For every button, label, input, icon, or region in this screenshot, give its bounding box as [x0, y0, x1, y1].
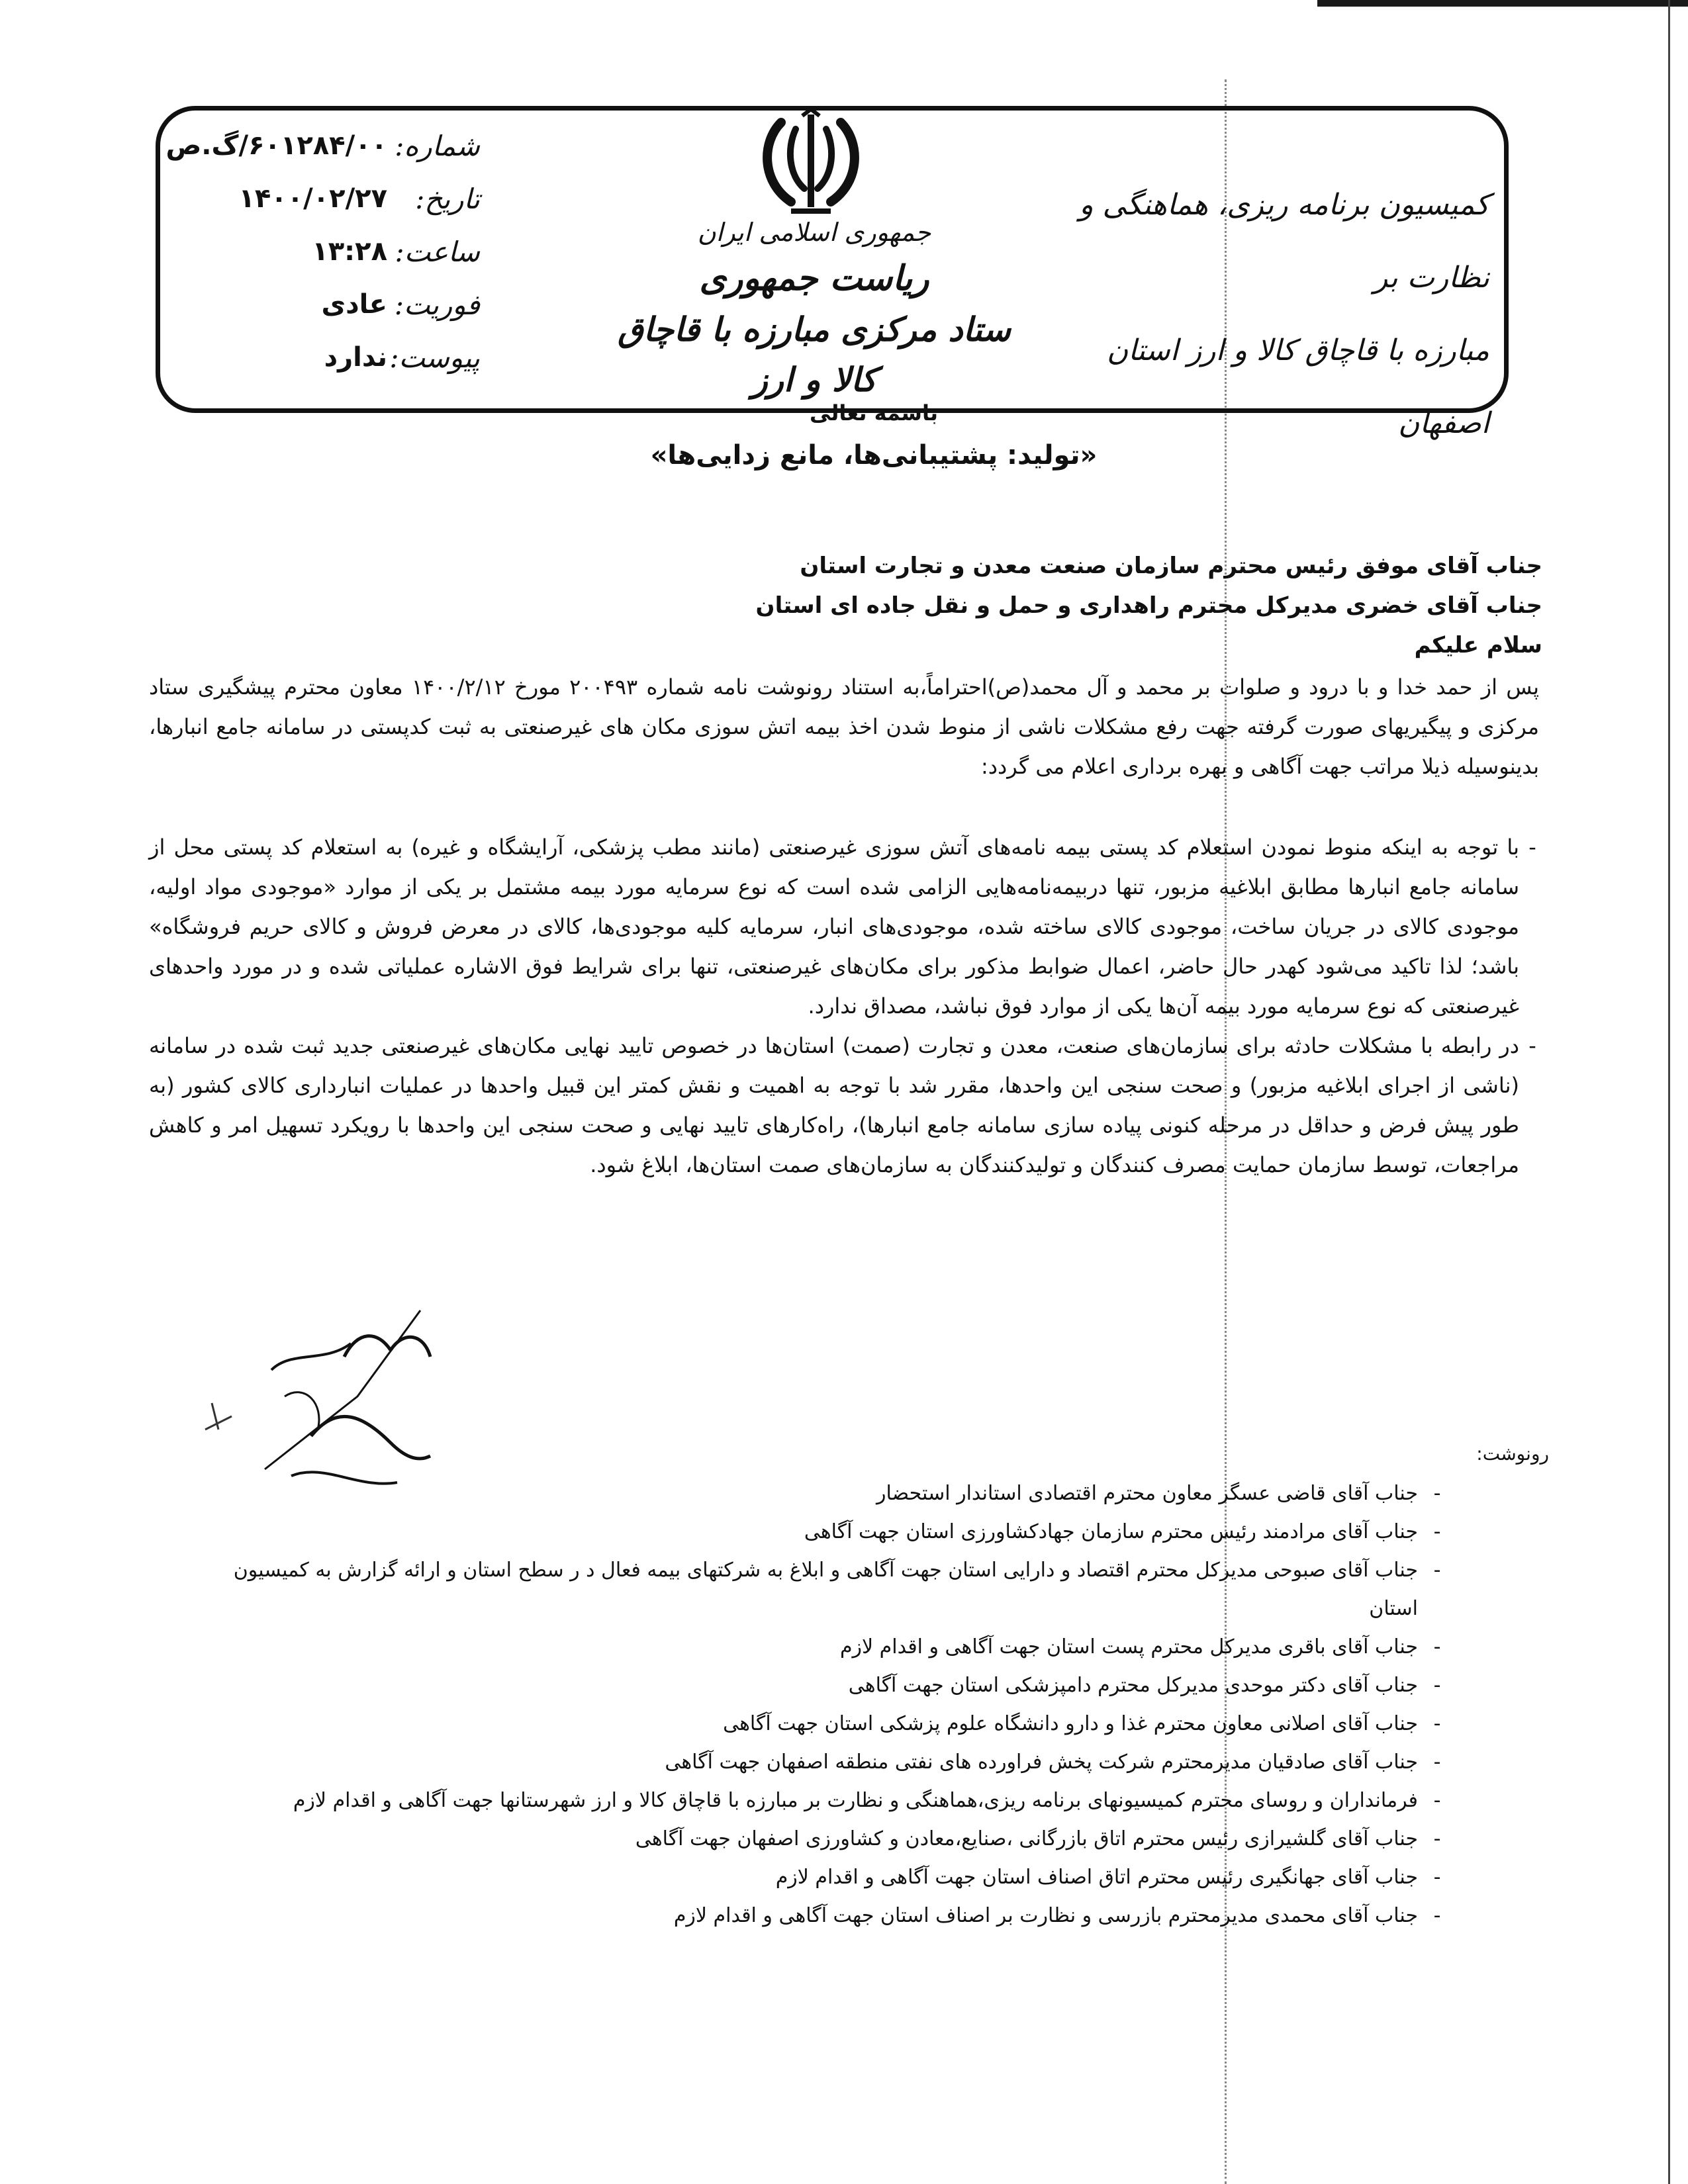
meta-urgency: فوریت: عادی — [321, 288, 480, 321]
cc-item: - جناب آقای جهانگیری رئیس محترم اتاق اصناف استان جهت آگاهی و اقدام لازم — [775, 1866, 1441, 1889]
body-bullets — [149, 827, 1546, 1185]
bullet-item: - با توجه به اینکه منوط نمودن استعلام کد پستی بیمه نامه‌های آتش سوزی غیرصنعتی (مانند مطب پزشکی، آرایشگاه و غیره) به استعلام کد پستی محل از سامانه جامع انبارها مطابق ابلاغیه مزبور، تنها دربیمه‌نامه‌هایی الزامی شده است که نوع سرمایه مورد بیمه مشتمل بر یکی از موارد «موجودی مواد اولیه، موجودی کالای در جریان ساخت، موجودی کالای ساخته شده، موجودی‌های انبار، سرمایه کلیه موجودی‌ها، کالای در معرض فروش و کالای حریم فروشگاه» باشد؛ لذا تاکید می‌شود کهدر حال حاضر، اعمال ضوابط مذکور برای مکان‌های غیرصنعتی، تنها برای شرایط فوق الاشاره عملیاتی شده و در مورد واحدهای غیرصنعتی که نوع سرمایه مورد بیمه آن‌ها یکی از موارد فوق نباشد، مصداق ندارد. — [149, 827, 1546, 1026]
cc-item: - جناب آقای قاضی عسگر معاون محترم اقتصادی استاندار استحضار — [876, 1482, 1441, 1505]
cc-item: - فرمانداران و روسای محترم کمیسیونهای برنامه ریزی،هماهنگی و نظارت بر مبارزه با قاچاق کالا و ارز شهرستانها جهت آگاهی و اقدام لازم — [293, 1789, 1441, 1812]
meta-time: ساعت: ۱۳:۲۸ — [312, 235, 480, 268]
letter-meta — [136, 119, 480, 384]
cc-item: - جناب آقای گلشیرازی رئیس محترم اتاق بازرگانی ،صنایع،معادن و کشاورزی اصفهان جهت آگاهی — [635, 1827, 1441, 1850]
presidency-title: ریاست جمهوری — [699, 258, 929, 298]
bismillah: باسمه تعالی — [810, 400, 938, 426]
cc-title: رونوشت: — [1476, 1443, 1549, 1465]
motto: «تولید: پشتیبانی‌ها، مانع زدایی‌ها» — [650, 440, 1098, 471]
greeting: سلام علیکم — [1414, 632, 1542, 659]
headquarters-title: ستاد مرکزی مبارزه با قاچاق کالا و ارز — [618, 310, 1011, 399]
cc-item: - جناب آقای صادقیان مدیرمحترم شرکت پخش فراورده های نفتی منطقه اصفهان جهت آگاهی — [665, 1751, 1441, 1774]
cc-item: - جناب آقای محمدی مدیرمحترم بازرسی و نظارت بر اصناف استان جهت آگاهی و اقدام لازم — [673, 1904, 1441, 1927]
cc-item: - جناب آقای باقری مدیرکل محترم پست استان جهت آگاهی و اقدام لازم — [839, 1635, 1441, 1659]
cc-item: - جناب آقای اصلانی معاون محترم غذا و دارو دانشگاه علوم پزشکی استان جهت آگاهی — [723, 1712, 1441, 1735]
bullet-dash: - — [1528, 835, 1536, 860]
meta-number: شماره: ۶۰۱۲۸۴/۰۰/گ.ص — [165, 129, 480, 162]
commission-title — [1059, 169, 1489, 460]
government-titles — [616, 212, 1013, 405]
intro-paragraph: پس از حمد خدا و با درود و صلوات بر محمد و آل محمد(ص)احتراماً،به استناد رونوشت نامه شماره ۲۰۰۴۹۳ مورخ ۱۴۰۰/۲/۱۲ معاون محترم پیشگیری ستاد مرکزی و پیگیریهای صورت گرفته جهت رفع مشکلات ناشی از منوط شدن اخذ بیمه اتش سوزی مکان های غیرصنعتی به ثبت کدپستی در سامانه جامع انبارها، بدینوسیله ذیلا مراتب جهت آگاهی و بهره برداری اعلام می گردد: — [149, 674, 1540, 779]
meta-date: تاریخ: ۱۴۰۰/۰۲/۲۷ — [238, 182, 480, 215]
cc-item: - جناب آقای دکتر موحدی مدیرکل محترم دامپزشکی استان جهت آگاهی — [848, 1674, 1441, 1697]
addressee-1: جناب آقای موفق رئیس محترم سازمان صنعت معدن و تجارت استان — [800, 553, 1542, 579]
addressee-2: جناب آقای خضری مدیرکل محترم راهداری و حمل و نقل جاده ای استان — [755, 592, 1542, 619]
bullet-dash: - — [1528, 1033, 1536, 1058]
right-edge-line — [1668, 0, 1670, 2184]
commission-line-2: مبارزه با قاچاق کالا و ارز استان اصفهان — [1106, 334, 1489, 440]
meta-attachment: پیوست: ندارد — [324, 341, 480, 374]
republic-title: جمهوری اسلامی ایران — [697, 218, 931, 247]
addressee-block — [728, 546, 1542, 665]
cc-item: - جناب آقای مرادمند رئیس محترم سازمان جهادکشاورزی استان جهت آگاهی — [804, 1520, 1441, 1543]
commission-line-1: کمیسیون برنامه ریزی، هماهنگی و نظارت بر — [1079, 188, 1489, 295]
iran-emblem-icon — [755, 109, 867, 222]
top-border-line — [1317, 0, 1688, 7]
cc-item: - جناب آقای صبوحی مدیرکل محترم اقتصاد و دارایی استان جهت آگاهی و ابلاغ به شرکتهای بیمه فعال د ر سطح استان و ارائه گزارش به کمیسیون استان — [233, 1559, 1441, 1620]
cc-list — [199, 1475, 1456, 1935]
bullet-item: - در رابطه با مشکلات حادثه برای سازمان‌های صنعت، معدن و تجارت (صمت) استان‌ها در خصوص تایید نهایی مکان‌های غیرصنعتی جدید ثبت شده در سامانه (ناشی از اجرای ابلاغیه مزبور) و صحت سنجی این واحدها، مقرر شد با توجه به اهمیت و نقش کمتر این قبیل واحدها در عملیات انبارداری کالای کشور (به طور پیش فرض و حداقل در مرحله کنونی پیاده سازی سامانه جامع انبارها)، راه‌کارهای تایید نهایی و صحت سنجی این واحدها با رویکرد تسهیل امر و کاهش مراجعات، توسط سازمان حمایت مصرف کنندگان و تولیدکنندگان به سازمان‌های صمت استان‌ها، ابلاغ شود. — [149, 1026, 1546, 1185]
